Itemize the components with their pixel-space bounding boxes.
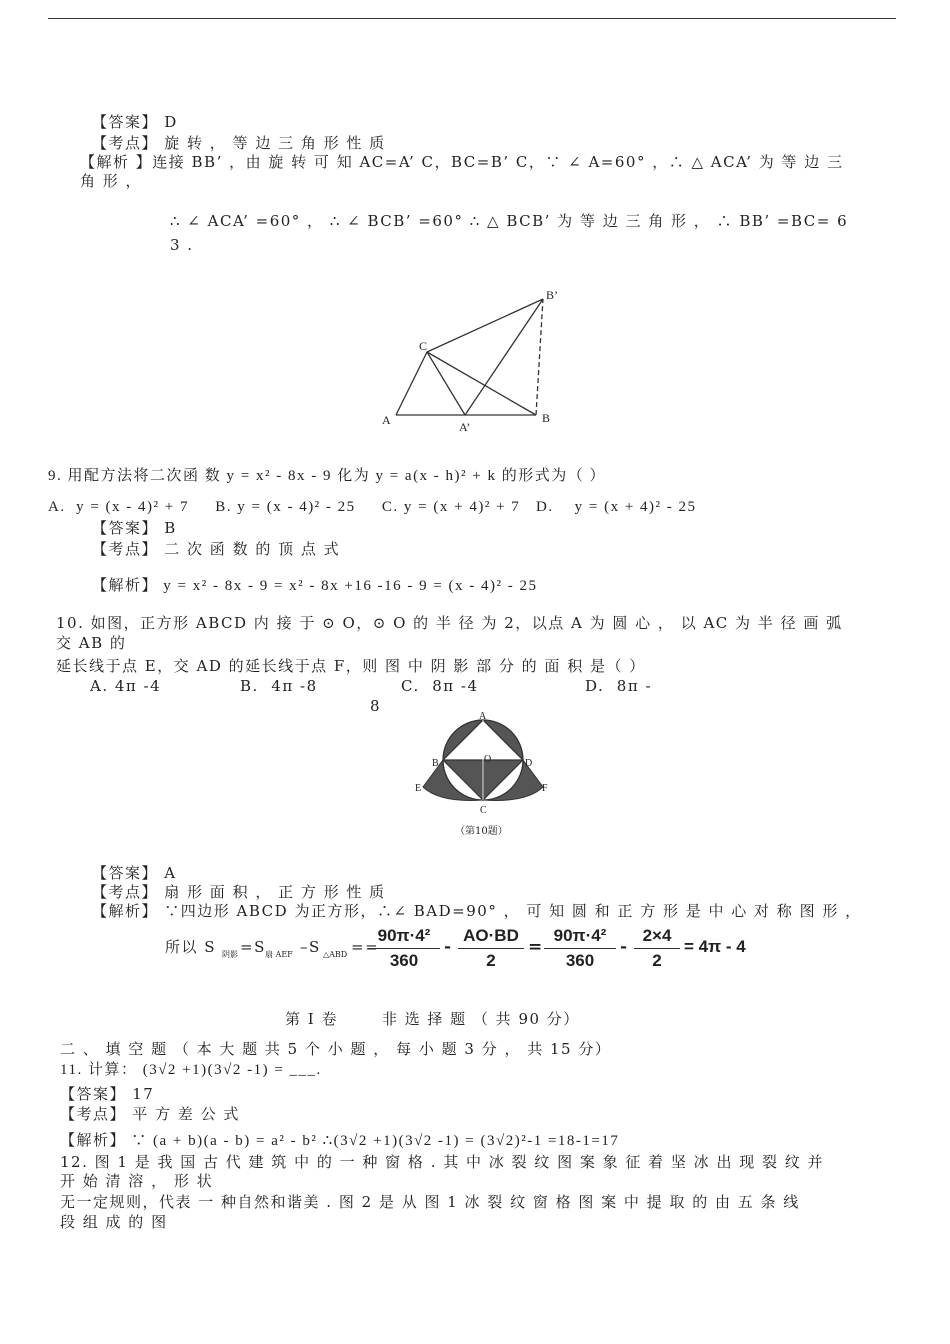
q10-stem-line1: 10. 如图，正方形 ABCD 内 接 于 ⊙ O，⊙ O 的 半 径 为 2，以点 A 为 圆 心 ， 以 AC 为 半 径 画 弧 bbox=[56, 614, 843, 632]
segment-cb bbox=[427, 352, 536, 415]
fraction-4-numerator: 2×4 bbox=[634, 926, 680, 949]
q8-jiexi-line2: 角 形 ， bbox=[80, 172, 143, 190]
q12-line1: 12. 图 1 是 我 国 古 代 建 筑 中 的 一 种 窗 格 . 其 中 冰 裂 纹 图 案 象 征 着 坚 冰 出 现 裂 纹 并 bbox=[60, 1153, 825, 1171]
label-b: B bbox=[432, 758, 439, 769]
fraction-1-denominator: 360 bbox=[389, 951, 419, 970]
q10-jiexi: 【解析】 ∵四边形 ABCD 为正方形，∴∠ BAD=90° ， 可 知 圆 和 正 方 形 是 中 心 对 称 图 形 ， bbox=[92, 902, 862, 920]
fraction-2-numerator: AO·BD bbox=[458, 926, 524, 949]
q9-jiexi: 【解析】 y = x² - 8x - 9 = x² - 8x +16 -16 - 9 = (x - 4)² - 25 bbox=[92, 578, 538, 594]
q10-option-a: A. 4π -4 bbox=[90, 677, 162, 695]
q11-kaodian: 【考点】 平 方 差 公 式 bbox=[60, 1105, 240, 1123]
formula-op2: = bbox=[528, 937, 544, 957]
label-b-prime: B’ bbox=[546, 288, 558, 302]
header-rule bbox=[48, 18, 896, 19]
q10-stem-line3: 延长线于点 E，交 AD 的延长线于点 F，则 图 中 阴 影 部 分 的 面 积 是（ ） bbox=[56, 657, 646, 675]
fraction-3-denominator: 360 bbox=[565, 951, 595, 970]
formula-result: = 4π - 4 bbox=[684, 937, 746, 956]
q10-circle-square-figure bbox=[408, 710, 558, 838]
q9-stem: 9. 用配方法将二次函 数 y = x² - 8x - 9 化为 y = a(x - h)² + k 的形式为（ ） bbox=[48, 468, 607, 484]
q8-jiexi-line3: ∴ ∠ ACA’ =60° ， ∴ ∠ BCB’ =60° ∴ △ BCB’ 为 等 边 三 角 形 ， ∴ BB’ =BC= 6 bbox=[170, 212, 849, 230]
label-a: A bbox=[479, 711, 487, 722]
q8-jiexi-line4: 3 . bbox=[170, 236, 194, 254]
q10-option-d: D. 8π - bbox=[585, 677, 653, 695]
q8-triangle-figure bbox=[370, 285, 570, 435]
part2-title: 第 I 卷 非 选 择 题 （ 共 90 分） bbox=[285, 1010, 580, 1028]
label-c: C bbox=[480, 805, 487, 816]
q10-answer: 【答案】 A bbox=[92, 864, 177, 882]
fraction-4 bbox=[634, 926, 680, 971]
fraction-1 bbox=[368, 926, 440, 971]
q12-line4: 段 组 成 的 图 bbox=[60, 1213, 168, 1231]
q10-option-d-continued: 8 bbox=[370, 697, 382, 715]
q8-jiexi-line1: 【解析 】连接 BB’ ，由 旋 转 可 知 AC=A’ C，BC=B’ C，∵ ∠ A=60° ，∴ △ ACA’ 为 等 边 三 bbox=[80, 153, 844, 171]
q9-options: A. y = (x - 4)² + 7 B. y = (x - 4)² - 25 C. y = (x + 4)² + 7 D. y = (x + 4)² - 25 bbox=[48, 499, 697, 515]
q8-kaodian: 【考点】 旋 转 ， 等 边 三 角 形 性 质 bbox=[92, 134, 386, 152]
label-a-prime: A’ bbox=[459, 420, 471, 434]
segment-ca-prime bbox=[427, 352, 465, 415]
formula-sub-triangle: △ABD bbox=[323, 950, 348, 959]
q9-answer: 【答案】 B bbox=[92, 519, 177, 537]
formula-eq2: == bbox=[351, 938, 380, 956]
label-d: D bbox=[525, 758, 533, 769]
segment-ac bbox=[396, 352, 427, 415]
q9-kaodian: 【考点】 二 次 函 数 的 顶 点 式 bbox=[92, 540, 341, 558]
label-f: F bbox=[542, 783, 548, 794]
part2-section-heading: 二 、 填 空 题 （ 本 大 题 共 5 个 小 题 ， 每 小 题 3 分 ， 共 15 分） bbox=[60, 1040, 612, 1058]
formula-sub-sector: 扇 AEF bbox=[265, 950, 293, 959]
formula-eq1: =S bbox=[240, 938, 266, 956]
label-b: B bbox=[542, 411, 551, 425]
fraction-1-numerator: 90π·4² bbox=[368, 926, 440, 949]
fraction-3 bbox=[544, 926, 616, 971]
label-o: O bbox=[484, 754, 492, 765]
q11-stem: 11. 计算： (3√2 +1)(3√2 -1) = ___. bbox=[60, 1062, 322, 1078]
q12-line3: 无一定规则，代表 一 种自然和谐美 . 图 2 是 从 图 1 冰 裂 纹 窗 格 图 案 中 提 取 的 由 五 条 线 bbox=[60, 1193, 800, 1211]
fraction-4-denominator: 2 bbox=[652, 951, 662, 970]
q8-answer: 【答案】 D bbox=[92, 113, 178, 131]
formula-minus: –S bbox=[300, 938, 321, 956]
label-c: C bbox=[419, 339, 428, 353]
fraction-3-numerator: 90π·4² bbox=[544, 926, 616, 949]
formula-op3: - bbox=[620, 937, 629, 957]
q10-option-c: C. 8π -4 bbox=[401, 677, 479, 695]
segment-bb-prime-dashed bbox=[536, 299, 543, 415]
q10-figure-caption: （第10题） bbox=[455, 826, 508, 837]
fraction-2 bbox=[458, 926, 524, 971]
formula-prefix: 所以 S bbox=[165, 938, 217, 956]
q11-answer: 【答案】 17 bbox=[60, 1085, 155, 1103]
label-e: E bbox=[415, 783, 422, 794]
label-a: A bbox=[382, 413, 391, 427]
q12-line2: 开 始 清 溶 ， 形 状 bbox=[60, 1172, 214, 1190]
q10-kaodian: 【考点】 扇 形 面 积 ， 正 方 形 性 质 bbox=[92, 883, 386, 901]
formula-sub-shadow: 阴影 bbox=[222, 950, 238, 959]
q10-stem-line2: 交 AB 的 bbox=[56, 634, 127, 652]
q10-option-b: B. 4π -8 bbox=[240, 677, 318, 695]
fraction-2-denominator: 2 bbox=[486, 951, 496, 970]
formula-op1: - bbox=[444, 937, 453, 957]
q11-jiexi: 【解析】 ∵ (a + b)(a - b) = a² - b² ∴(3√2 +1)(3√2 -1) = (3√2)²-1 =18-1=17 bbox=[60, 1133, 620, 1149]
